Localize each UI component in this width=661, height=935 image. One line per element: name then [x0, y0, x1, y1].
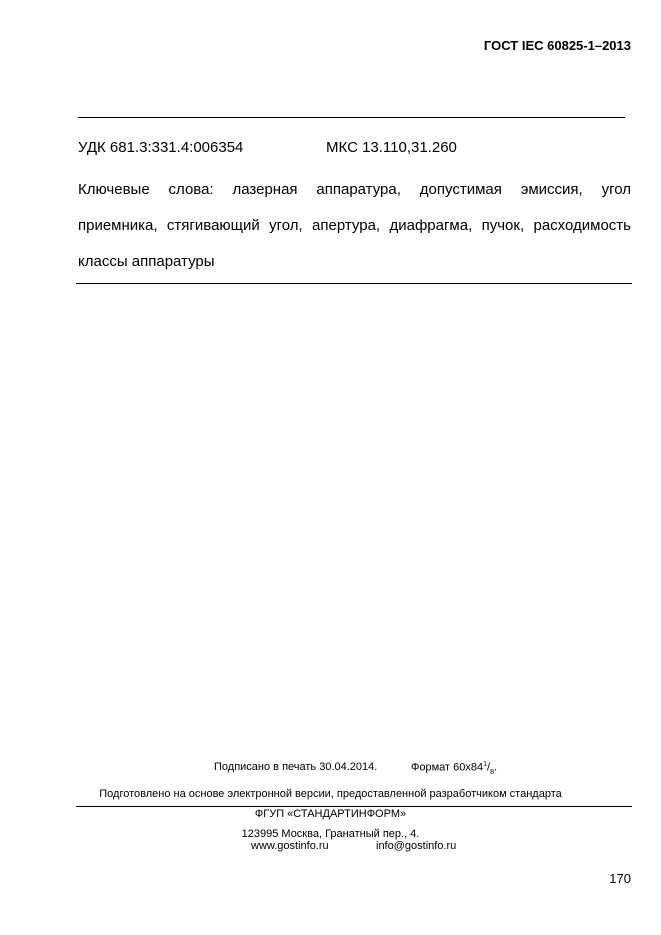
print-format-denominator: 8: [490, 768, 494, 776]
top-divider: [78, 117, 625, 118]
keywords-block: [78, 172, 631, 280]
print-format: Формат $60х84^1/_8$.: [411, 761, 498, 776]
page-number: 170: [609, 874, 631, 883]
keywords-line: классы аппаратуры: [78, 253, 215, 270]
print-format-suffix: .: [493, 761, 498, 774]
keywords-divider: [76, 283, 632, 284]
mks-code: МКС 13.110,31.260: [326, 139, 457, 156]
keywords-line: Ключевые слова: лазерная аппаратура, допустимая эмиссия, угол: [78, 181, 631, 198]
publisher-website: www.gostinfo.ru: [251, 840, 329, 852]
publisher-name: ФГУП «СТАНДАРТИНФОРМ»: [254, 808, 407, 820]
publisher-address: 123995 Москва, Гранатный пер., 4.: [241, 828, 420, 840]
print-format-prefix: Формат 60х84: [411, 761, 484, 774]
keywords-line: приемника, стягивающий угол, апертура, диафрагма, пучок, расходимость: [78, 217, 631, 234]
prepared-note: Подготовлено на основе электронной версии, предоставленной разработчиком стандарта: [99, 788, 562, 800]
document-header: ГОСТ IEC 60825-1–2013: [483, 38, 631, 53]
udk-code: УДК 681.3:331.4:006354: [78, 139, 244, 156]
print-format-numerator: 1: [483, 761, 488, 768]
imprint-divider: [76, 806, 632, 807]
publisher-email: info@gostinfo.ru: [376, 840, 457, 852]
signed-date: Подписано в печать 30.04.2014.: [214, 761, 378, 773]
